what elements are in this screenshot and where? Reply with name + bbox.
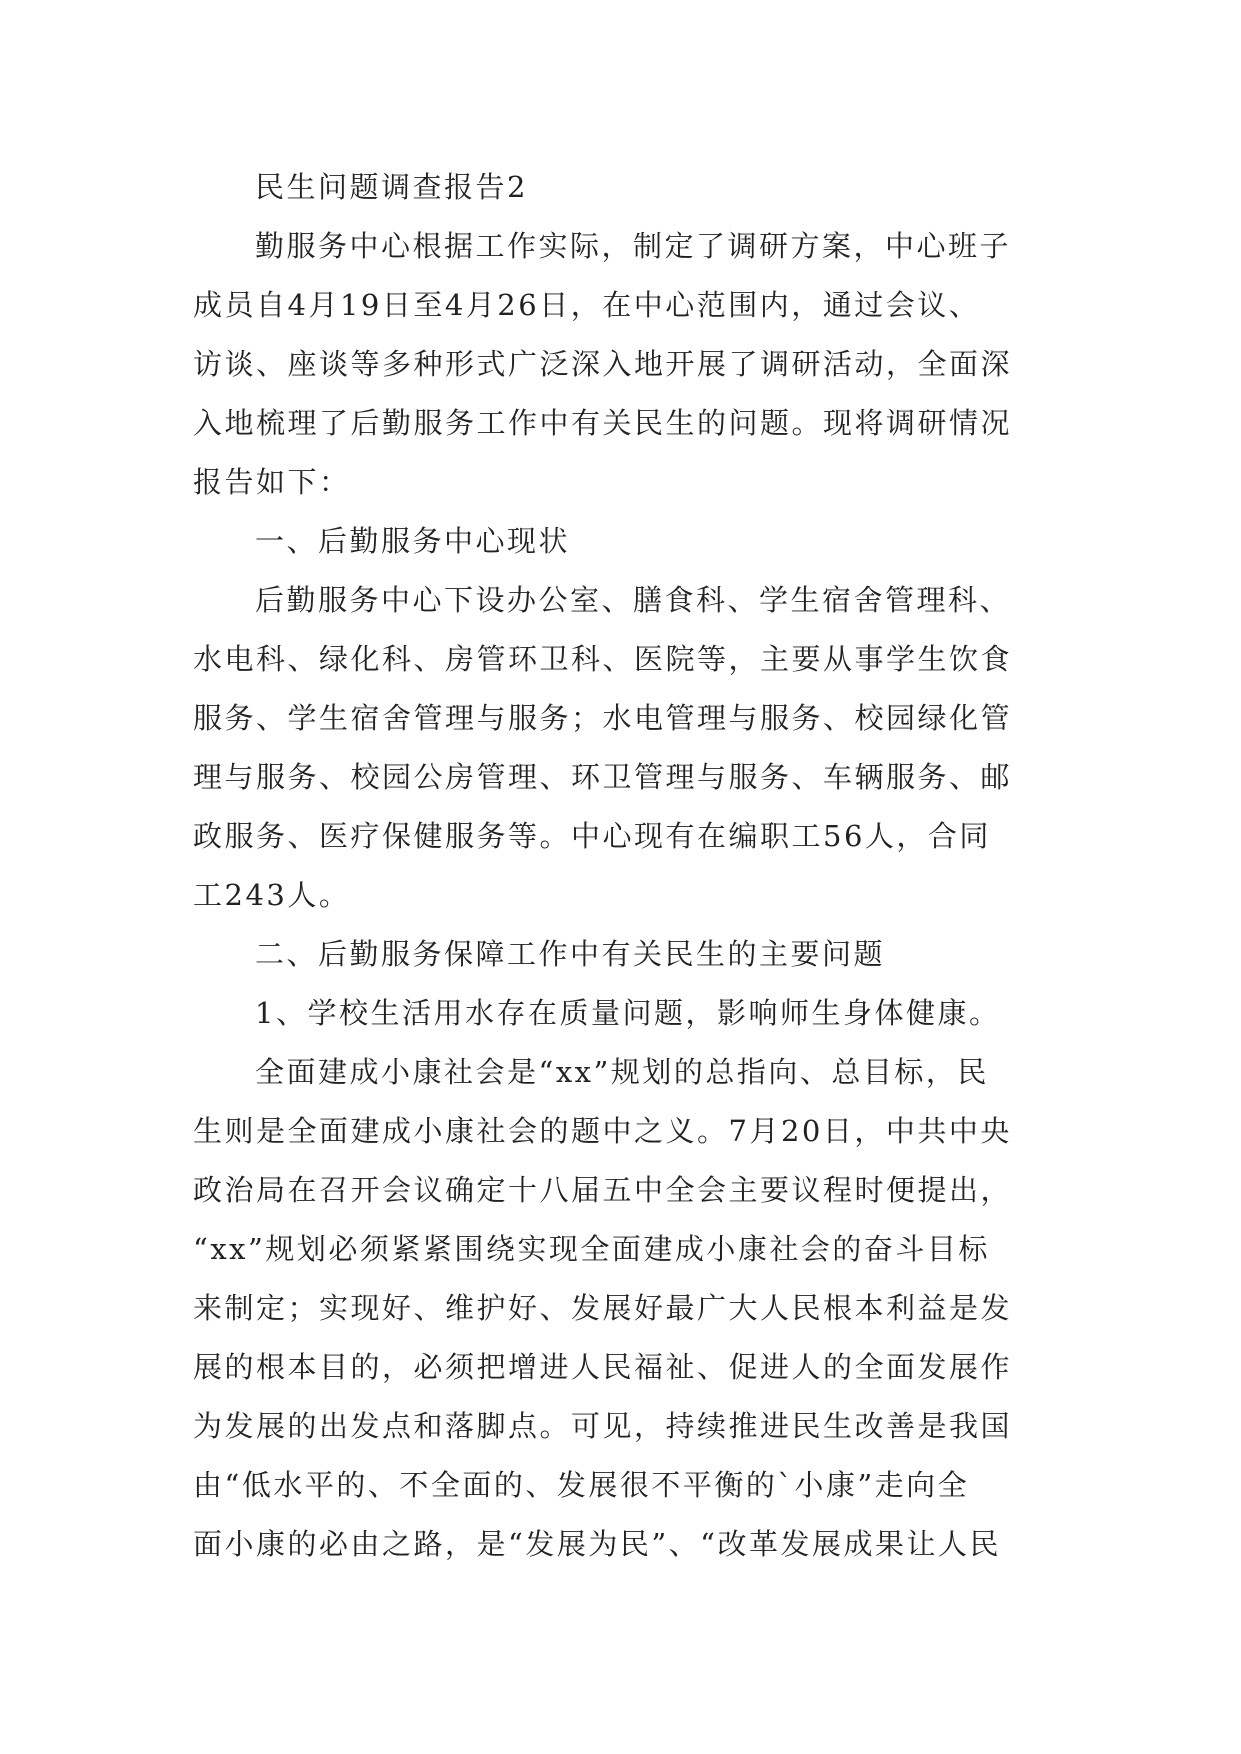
section-heading-1: 一、后勤服务中心现状 <box>255 524 571 558</box>
section-heading-2: 二、后勤服务保障工作中有关民生的主要问题 <box>255 937 886 971</box>
paragraph-line: 展的根本目的，必须把增进人民福祉、促进人的全面发展作 <box>193 1350 1013 1384</box>
paragraph-status <box>193 571 1055 925</box>
paragraph-line: 水电科、绿化科、房管环卫科、医院等，主要从事学生饮食 <box>193 642 1013 676</box>
paragraph-line: “xx”规划必须紧紧围绕实现全面建成小康社会的奋斗目标 <box>193 1232 990 1266</box>
paragraph-line: 理与服务、校园公房管理、环卫管理与服务、车辆服务、邮 <box>193 760 1013 794</box>
paragraph-xiaokang <box>193 1043 1055 1574</box>
document-body <box>193 158 1055 1574</box>
paragraph-line: 由“低水平的、不全面的、发展很不平衡的`小康”走向全 <box>193 1468 970 1502</box>
paragraph-line: 生则是全面建成小康社会的题中之义。7月20日，中共中央 <box>193 1114 1012 1148</box>
paragraph-line: 全面建成小康社会是“xx”规划的总指向、总目标，民 <box>255 1055 989 1089</box>
paragraph-line: 政治局在召开会议确定十八届五中全会主要议程时便提出， <box>193 1173 1013 1207</box>
document-title: 民生问题调查报告2 <box>255 170 528 204</box>
paragraph-line: 入地梳理了后勤服务工作中有关民生的问题。现将调研情况 <box>193 406 1013 440</box>
paragraph-line: 来制定；实现好、维护好、发展好最广大人民根本利益是发 <box>193 1291 1013 1325</box>
paragraph-line: 报告如下： <box>193 465 351 499</box>
paragraph-line: 面小康的必由之路，是“发展为民”、“改革发展成果让人民 <box>193 1527 1001 1561</box>
paragraph-line: 为发展的出发点和落脚点。可见，持续推进民生改善是我国 <box>193 1409 1013 1443</box>
paragraph-line: 后勤服务中心下设办公室、膳食科、学生宿舍管理科、 <box>255 583 1012 617</box>
paragraph-intro <box>193 217 1055 512</box>
paragraph-line: 成员自4月19日至4月26日，在中心范围内，通过会议、 <box>193 288 981 322</box>
paragraph-line: 勤服务中心根据工作实际，制定了调研方案，中心班子 <box>255 229 1012 263</box>
paragraph-line: 政服务、医疗保健服务等。中心现有在编职工56人，合同 <box>193 819 991 853</box>
sub-heading-1: 1、学校生活用水存在质量问题，影响师生身体健康。 <box>255 996 1001 1030</box>
paragraph-line: 工243人。 <box>193 878 351 912</box>
paragraph-line: 服务、学生宿舍管理与服务；水电管理与服务、校园绿化管 <box>193 701 1013 735</box>
paragraph-line: 访谈、座谈等多种形式广泛深入地开展了调研活动，全面深 <box>193 347 1013 381</box>
